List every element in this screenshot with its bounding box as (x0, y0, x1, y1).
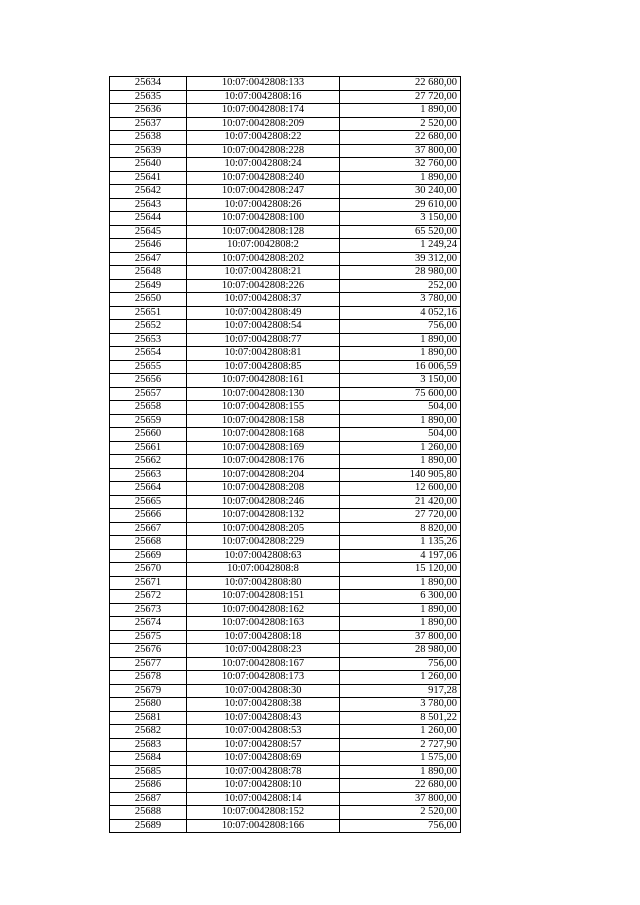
table-row (110, 414, 461, 428)
row-number-cell: 25650 (110, 293, 187, 307)
amount-cell: 252,00 (340, 279, 461, 293)
cadastral-number-cell: 10:07:0042808:205 (187, 522, 340, 536)
cadastral-number-cell: 10:07:0042808:85 (187, 360, 340, 374)
row-number-cell: 25655 (110, 360, 187, 374)
row-number-cell: 25666 (110, 509, 187, 523)
cadastral-number-cell: 10:07:0042808:163 (187, 617, 340, 631)
amount-cell: 21 420,00 (340, 495, 461, 509)
amount-cell: 32 760,00 (340, 158, 461, 172)
cadastral-number-cell: 10:07:0042808:155 (187, 401, 340, 415)
table-row (110, 320, 461, 334)
row-number-cell: 25678 (110, 671, 187, 685)
amount-cell: 29 610,00 (340, 198, 461, 212)
row-number-cell: 25646 (110, 239, 187, 253)
table-row (110, 698, 461, 712)
amount-cell: 756,00 (340, 657, 461, 671)
cadastral-number-cell: 10:07:0042808:38 (187, 698, 340, 712)
table-row (110, 117, 461, 131)
row-number-cell: 25656 (110, 374, 187, 388)
row-number-cell: 25662 (110, 455, 187, 469)
row-number-cell: 25679 (110, 684, 187, 698)
cadastral-number-cell: 10:07:0042808:209 (187, 117, 340, 131)
table-row (110, 590, 461, 604)
cadastral-number-cell: 10:07:0042808:240 (187, 171, 340, 185)
amount-cell: 1 890,00 (340, 414, 461, 428)
row-number-cell: 25649 (110, 279, 187, 293)
cadastral-number-cell: 10:07:0042808:202 (187, 252, 340, 266)
amount-cell: 3 780,00 (340, 698, 461, 712)
amount-cell: 1 890,00 (340, 333, 461, 347)
amount-cell: 1 135,26 (340, 536, 461, 550)
row-number-cell: 25660 (110, 428, 187, 442)
amount-cell: 22 680,00 (340, 131, 461, 145)
table-row (110, 171, 461, 185)
cadastral-number-cell: 10:07:0042808:246 (187, 495, 340, 509)
table-row (110, 306, 461, 320)
row-number-cell: 25657 (110, 387, 187, 401)
table-row (110, 495, 461, 509)
table-row (110, 212, 461, 226)
row-number-cell: 25651 (110, 306, 187, 320)
cadastral-number-cell: 10:07:0042808:2 (187, 239, 340, 253)
cadastral-number-cell: 10:07:0042808:152 (187, 806, 340, 820)
table-row (110, 522, 461, 536)
row-number-cell: 25677 (110, 657, 187, 671)
amount-cell: 27 720,00 (340, 90, 461, 104)
cadastral-number-cell: 10:07:0042808:30 (187, 684, 340, 698)
table-row (110, 158, 461, 172)
table-row (110, 104, 461, 118)
table-row (110, 644, 461, 658)
cadastral-number-cell: 10:07:0042808:174 (187, 104, 340, 118)
row-number-cell: 25645 (110, 225, 187, 239)
table-row (110, 657, 461, 671)
row-number-cell: 25686 (110, 779, 187, 793)
table-body (110, 77, 461, 833)
table-row (110, 671, 461, 685)
amount-cell: 1 890,00 (340, 765, 461, 779)
amount-cell: 1 890,00 (340, 347, 461, 361)
cadastral-number-cell: 10:07:0042808:226 (187, 279, 340, 293)
amount-cell: 3 150,00 (340, 212, 461, 226)
cadastral-value-table (109, 76, 461, 833)
table-row (110, 279, 461, 293)
amount-cell: 37 800,00 (340, 630, 461, 644)
cadastral-number-cell: 10:07:0042808:166 (187, 819, 340, 833)
table-row (110, 77, 461, 91)
table-row (110, 765, 461, 779)
row-number-cell: 25669 (110, 549, 187, 563)
table-row (110, 482, 461, 496)
row-number-cell: 25682 (110, 725, 187, 739)
cadastral-number-cell: 10:07:0042808:176 (187, 455, 340, 469)
row-number-cell: 25680 (110, 698, 187, 712)
row-number-cell: 25659 (110, 414, 187, 428)
table-row (110, 198, 461, 212)
row-number-cell: 25673 (110, 603, 187, 617)
row-number-cell: 25672 (110, 590, 187, 604)
cadastral-number-cell: 10:07:0042808:49 (187, 306, 340, 320)
row-number-cell: 25635 (110, 90, 187, 104)
table-row (110, 725, 461, 739)
amount-cell: 2 727,90 (340, 738, 461, 752)
amount-cell: 6 300,00 (340, 590, 461, 604)
cadastral-number-cell: 10:07:0042808:204 (187, 468, 340, 482)
amount-cell: 1 575,00 (340, 752, 461, 766)
cadastral-number-cell: 10:07:0042808:24 (187, 158, 340, 172)
amount-cell: 140 905,80 (340, 468, 461, 482)
amount-cell: 8 501,22 (340, 711, 461, 725)
amount-cell: 4 052,16 (340, 306, 461, 320)
table-row (110, 779, 461, 793)
amount-cell: 22 680,00 (340, 77, 461, 91)
cadastral-number-cell: 10:07:0042808:132 (187, 509, 340, 523)
row-number-cell: 25658 (110, 401, 187, 415)
row-number-cell: 25648 (110, 266, 187, 280)
cadastral-number-cell: 10:07:0042808:10 (187, 779, 340, 793)
cadastral-number-cell: 10:07:0042808:228 (187, 144, 340, 158)
amount-cell: 39 312,00 (340, 252, 461, 266)
amount-cell: 3 150,00 (340, 374, 461, 388)
table-row (110, 252, 461, 266)
row-number-cell: 25640 (110, 158, 187, 172)
row-number-cell: 25641 (110, 171, 187, 185)
cadastral-number-cell: 10:07:0042808:162 (187, 603, 340, 617)
row-number-cell: 25644 (110, 212, 187, 226)
table-row (110, 293, 461, 307)
table-row (110, 185, 461, 199)
table-row (110, 441, 461, 455)
amount-cell: 1 260,00 (340, 725, 461, 739)
table-row (110, 806, 461, 820)
cadastral-number-cell: 10:07:0042808:37 (187, 293, 340, 307)
table-row (110, 792, 461, 806)
table-row (110, 401, 461, 415)
cadastral-number-cell: 10:07:0042808:53 (187, 725, 340, 739)
cadastral-number-cell: 10:07:0042808:81 (187, 347, 340, 361)
amount-cell: 37 800,00 (340, 792, 461, 806)
cadastral-number-cell: 10:07:0042808:128 (187, 225, 340, 239)
cadastral-number-cell: 10:07:0042808:100 (187, 212, 340, 226)
row-number-cell: 25684 (110, 752, 187, 766)
row-number-cell: 25663 (110, 468, 187, 482)
amount-cell: 756,00 (340, 320, 461, 334)
row-number-cell: 25638 (110, 131, 187, 145)
amount-cell: 1 890,00 (340, 617, 461, 631)
row-number-cell: 25667 (110, 522, 187, 536)
table-row (110, 455, 461, 469)
amount-cell: 1 890,00 (340, 455, 461, 469)
row-number-cell: 25674 (110, 617, 187, 631)
row-number-cell: 25647 (110, 252, 187, 266)
table-row (110, 144, 461, 158)
cadastral-number-cell: 10:07:0042808:8 (187, 563, 340, 577)
amount-cell: 917,28 (340, 684, 461, 698)
cadastral-number-cell: 10:07:0042808:16 (187, 90, 340, 104)
row-number-cell: 25637 (110, 117, 187, 131)
amount-cell: 1 249,24 (340, 239, 461, 253)
table-row (110, 563, 461, 577)
amount-cell: 504,00 (340, 401, 461, 415)
amount-cell: 1 260,00 (340, 671, 461, 685)
cadastral-number-cell: 10:07:0042808:14 (187, 792, 340, 806)
cadastral-number-cell: 10:07:0042808:78 (187, 765, 340, 779)
cadastral-number-cell: 10:07:0042808:151 (187, 590, 340, 604)
row-number-cell: 25636 (110, 104, 187, 118)
amount-cell: 28 980,00 (340, 644, 461, 658)
table-row (110, 819, 461, 833)
table-row (110, 711, 461, 725)
row-number-cell: 25664 (110, 482, 187, 496)
amount-cell: 37 800,00 (340, 144, 461, 158)
row-number-cell: 25668 (110, 536, 187, 550)
cadastral-number-cell: 10:07:0042808:23 (187, 644, 340, 658)
cadastral-number-cell: 10:07:0042808:22 (187, 131, 340, 145)
amount-cell: 2 520,00 (340, 806, 461, 820)
row-number-cell: 25634 (110, 77, 187, 91)
table-row (110, 225, 461, 239)
row-number-cell: 25661 (110, 441, 187, 455)
amount-cell: 1 260,00 (340, 441, 461, 455)
amount-cell: 1 890,00 (340, 576, 461, 590)
cadastral-number-cell: 10:07:0042808:130 (187, 387, 340, 401)
cadastral-number-cell: 10:07:0042808:80 (187, 576, 340, 590)
table-row (110, 428, 461, 442)
row-number-cell: 25652 (110, 320, 187, 334)
cadastral-number-cell: 10:07:0042808:21 (187, 266, 340, 280)
cadastral-number-cell: 10:07:0042808:247 (187, 185, 340, 199)
amount-cell: 75 600,00 (340, 387, 461, 401)
row-number-cell: 25653 (110, 333, 187, 347)
amount-cell: 1 890,00 (340, 603, 461, 617)
row-number-cell: 25639 (110, 144, 187, 158)
row-number-cell: 25676 (110, 644, 187, 658)
row-number-cell: 25683 (110, 738, 187, 752)
row-number-cell: 25688 (110, 806, 187, 820)
table-row (110, 90, 461, 104)
cadastral-number-cell: 10:07:0042808:161 (187, 374, 340, 388)
table-row (110, 333, 461, 347)
row-number-cell: 25670 (110, 563, 187, 577)
amount-cell: 22 680,00 (340, 779, 461, 793)
table-row (110, 239, 461, 253)
amount-cell: 3 780,00 (340, 293, 461, 307)
cadastral-number-cell: 10:07:0042808:229 (187, 536, 340, 550)
cadastral-number-cell: 10:07:0042808:169 (187, 441, 340, 455)
table-row (110, 603, 461, 617)
amount-cell: 2 520,00 (340, 117, 461, 131)
table-row (110, 347, 461, 361)
table-row (110, 468, 461, 482)
cadastral-number-cell: 10:07:0042808:167 (187, 657, 340, 671)
table-row (110, 617, 461, 631)
amount-cell: 1 890,00 (340, 171, 461, 185)
table-row (110, 630, 461, 644)
amount-cell: 28 980,00 (340, 266, 461, 280)
amount-cell: 15 120,00 (340, 563, 461, 577)
cadastral-number-cell: 10:07:0042808:208 (187, 482, 340, 496)
table-row (110, 387, 461, 401)
cadastral-number-cell: 10:07:0042808:173 (187, 671, 340, 685)
cadastral-number-cell: 10:07:0042808:54 (187, 320, 340, 334)
row-number-cell: 25654 (110, 347, 187, 361)
row-number-cell: 25687 (110, 792, 187, 806)
amount-cell: 16 006,59 (340, 360, 461, 374)
table-row (110, 738, 461, 752)
row-number-cell: 25643 (110, 198, 187, 212)
cadastral-number-cell: 10:07:0042808:77 (187, 333, 340, 347)
table-row (110, 360, 461, 374)
cadastral-number-cell: 10:07:0042808:133 (187, 77, 340, 91)
row-number-cell: 25685 (110, 765, 187, 779)
cadastral-number-cell: 10:07:0042808:26 (187, 198, 340, 212)
amount-cell: 27 720,00 (340, 509, 461, 523)
row-number-cell: 25675 (110, 630, 187, 644)
cadastral-number-cell: 10:07:0042808:43 (187, 711, 340, 725)
amount-cell: 30 240,00 (340, 185, 461, 199)
cadastral-number-cell: 10:07:0042808:168 (187, 428, 340, 442)
table-row (110, 509, 461, 523)
amount-cell: 4 197,06 (340, 549, 461, 563)
table-row (110, 536, 461, 550)
cadastral-number-cell: 10:07:0042808:63 (187, 549, 340, 563)
table-row (110, 266, 461, 280)
amount-cell: 756,00 (340, 819, 461, 833)
cadastral-number-cell: 10:07:0042808:18 (187, 630, 340, 644)
table-row (110, 576, 461, 590)
row-number-cell: 25665 (110, 495, 187, 509)
row-number-cell: 25671 (110, 576, 187, 590)
amount-cell: 504,00 (340, 428, 461, 442)
amount-cell: 65 520,00 (340, 225, 461, 239)
table-row (110, 131, 461, 145)
row-number-cell: 25642 (110, 185, 187, 199)
table-row (110, 752, 461, 766)
row-number-cell: 25681 (110, 711, 187, 725)
cadastral-number-cell: 10:07:0042808:57 (187, 738, 340, 752)
cadastral-number-cell: 10:07:0042808:69 (187, 752, 340, 766)
amount-cell: 12 600,00 (340, 482, 461, 496)
table-row (110, 684, 461, 698)
table-row (110, 549, 461, 563)
table-row (110, 374, 461, 388)
amount-cell: 8 820,00 (340, 522, 461, 536)
row-number-cell: 25689 (110, 819, 187, 833)
amount-cell: 1 890,00 (340, 104, 461, 118)
cadastral-number-cell: 10:07:0042808:158 (187, 414, 340, 428)
